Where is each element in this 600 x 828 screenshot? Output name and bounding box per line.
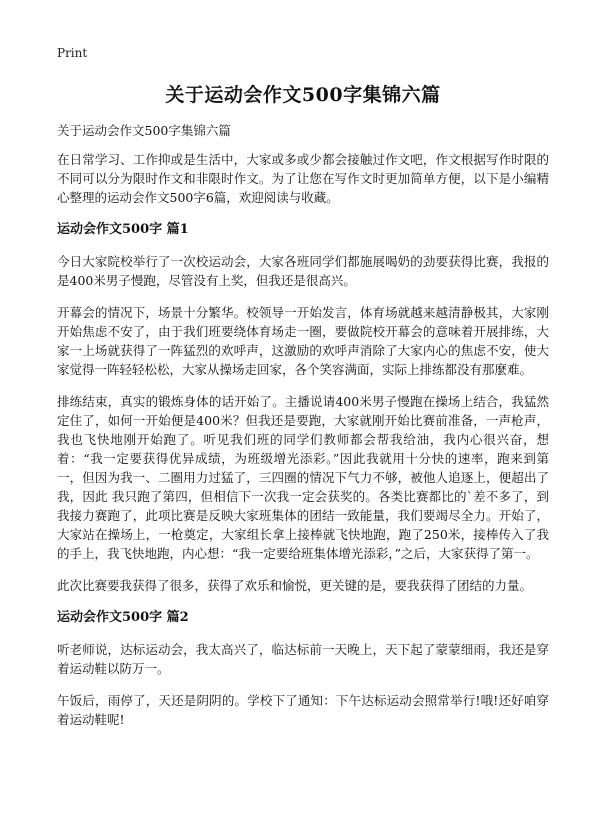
subtitle: 关于运动会作文500字集锦六篇: [57, 123, 231, 138]
print-link[interactable]: Print: [57, 46, 88, 60]
section-heading-2: 运动会作文500字 篇2: [57, 610, 189, 625]
paragraph: 此次比赛要我获得了很多，获得了欢乐和愉悦，更关键的是，要我获得了团结的力量。: [57, 578, 533, 593]
article-body: [57, 150, 549, 742]
paragraph: 开幕会的情况下，场景十分繁华。校领导一开始发言，体育场就越来越清静极其，大家刚开始焦虑不安了，由于我们班要绕体育场走一圈，要做院校开幕会的意味着开展排练，大家一上场就获得了一阵猛烈的欢呼声，这激励的欢呼声消除了大家内心的焦虑不安，使大家觉得一阵轻轻松松，大家从操场走回家，各个笑容满面，实际上排练都没有那麼难。: [57, 305, 549, 377]
intro-paragraph: 在日常学习、工作抑或是生活中，大家或多或少都会接触过作文吧，作文根据写作时限的不同可以分为限时作文和非限时作文。为了让您在写作文时更加简单方便，以下是小编精心整理的运动会作文500字6篇，欢迎阅读与收藏。: [57, 152, 549, 205]
section-heading-1: 运动会作文500字 篇1: [57, 222, 189, 237]
paragraph: 排练结束，真实的锻炼身体的话开始了。主播说请400米男子慢跑在操场上结合，我猛然定住了，如何一开始便是400米？但我还是要跑，大家就刚开始比赛前准备，一声枪声，我也飞快地刚开始跑了。听见我们班的同学们教师都会帮我给油，我内心很兴奋，想着：“我一定要获得优异成绩，为班级增光添彩。”因此我就用十分快的速率，跑来到第一，但因为我一、二圈用力过猛了，三四圈的情况下气力不够，被他人追逐上，便超出了我，因此 我只跑了第四，但相信下一次我一定会获奖的。各类比赛都比的`差不多了，到我接力赛跑了，此项比赛是反映大家班集体的团结一致能量，我们要竭尽全力。开始了，大家站在操场上，一枪奠定，大家组长拿上接棒就飞快地跑，跑了250米，接棒传入了我的手上，我飞快地跑，内心想：“我一定要给班集体增光添彩，”之后，大家获得了第一。: [57, 394, 549, 561]
page-title: 关于运动会作文500字集锦六篇: [165, 84, 441, 106]
paragraph: 听老师说，达标运动会，我太高兴了，临达标前一天晚上，天下起了蒙蒙细雨，我还是穿着运动鞋以防万一。: [57, 642, 549, 676]
paragraph: 今日大家院校举行了一次校运动会，大家各班同学们都施展喝奶的劲要获得比赛，我报的是400米男子慢跑，尽管没有上奖，但我还是很高兴。: [57, 254, 549, 288]
paragraph: 午饭后，雨停了，天还是阴阴的。学校下了通知：下午达标运动会照常举行!哦!还好咱穿着运动鞋呢!: [57, 693, 549, 727]
